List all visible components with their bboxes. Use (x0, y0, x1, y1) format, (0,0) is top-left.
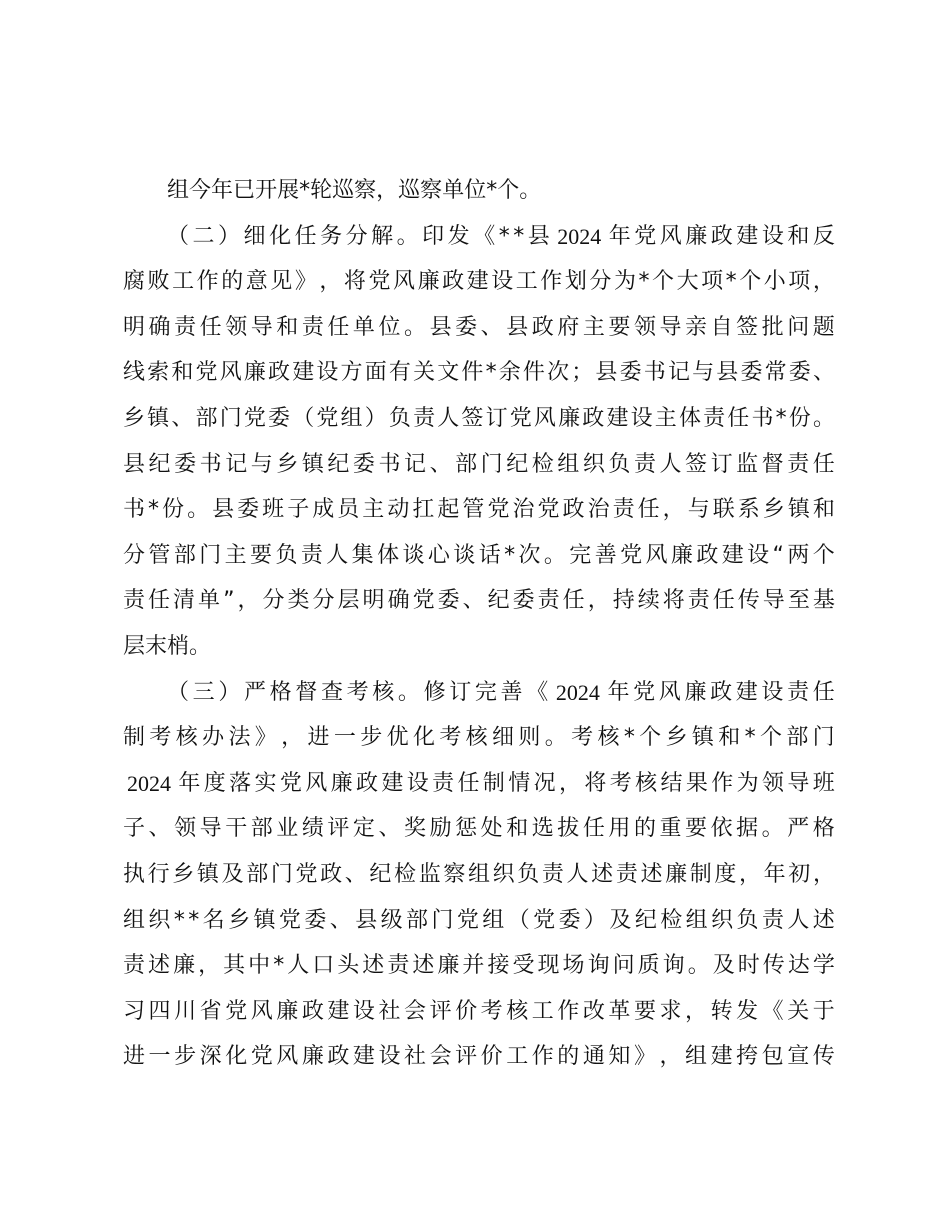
text-line: 子 、 领 导 干 部 业 绩 评 定 、 奖 励 惩 处 和 选 拔 任 用 的 重 要 依 据 。 严 格 (123, 816, 835, 842)
text-line: 进 一 步 深 化 党 风 廉 政 建 设 社 会 评 价 工 作 的 通 知 》 ， 组 建 挎 包 宣 传 (123, 1044, 835, 1070)
text-line: 组 今 年 已 开 展 * 轮 巡 察 ， 巡 察 单 位 * 个 。 (167, 178, 542, 203)
text-line: 制 考 核 办 法 》 ， 进 一 步 优 化 考 核 细 则 。 考 核 * 个 乡 镇 和 * 个 部 门 (123, 725, 835, 751)
text-line: 腐 败 工 作 的 意 见 》 ， 将 党 风 廉 政 建 设 工 作 划 分 为 * 个 大 项 * 个 小 项 ， (123, 269, 835, 295)
text-line: 线 索 和 党 风 廉 政 建 设 方 面 有 关 文 件 * 余 件 次 ； 县 委 书 记 与 县 委 常 委 、 (123, 360, 835, 386)
text-line: 2024 年 度 落 实 党 风 廉 政 建 设 责 任 制 情 况 ， 将 考 核 结 果 作 为 领 导 班 (127, 770, 835, 796)
text-line: 责 述 廉 ， 其 中 * 人 口 头 述 责 述 廉 并 接 受 现 场 询 问 质 询 。 及 时 传 达 学 (123, 953, 835, 979)
text-line: 乡 镇 、 部 门 党 委 （ 党 组 ） 负 责 人 签 订 党 风 廉 政 建 设 主 体 责 任 书 * 份 。 (123, 405, 835, 431)
text-line: 分 管 部 门 主 要 负 责 人 集 体 谈 心 谈 话 * 次 。 完 善 党 风 廉 政 建 设 “ 两 个 (123, 542, 835, 568)
text-line: 县 纪 委 书 记 与 乡 镇 纪 委 书 记 、 部 门 纪 检 组 织 负 责 人 签 订 监 督 责 任 (123, 451, 835, 477)
text-line: 执 行 乡 镇 及 部 门 党 政 、 纪 检 监 察 组 织 负 责 人 述 责 述 廉 制 度 ， 年 初 ， (123, 861, 835, 887)
text-line: （ 二 ） 细 化 任 务 分 解 。 印 发 《 * * 县 2024 年 党 风 廉 政 建 设 和 反 (167, 223, 835, 249)
text-line: 书 * 份 。 县 委 班 子 成 员 主 动 扛 起 管 党 治 党 政 治 责 任 ， 与 联 系 乡 镇 和 (123, 497, 835, 523)
text-line: （ 三 ） 严 格 督 查 考 核 。 修 订 完 善 《 2024 年 党 风 廉 政 建 设 责 任 (167, 679, 835, 705)
text-line: 责 任 清 单 ” ， 分 类 分 层 明 确 党 委 、 纪 委 责 任 ， 持 续 将 责 任 传 导 至 基 (123, 588, 835, 614)
text-line: 明 确 责 任 领 导 和 责 任 单 位 。 县 委 、 县 政 府 主 要 领 导 亲 自 签 批 问 题 (123, 314, 835, 340)
text-line: 组 织 * * 名 乡 镇 党 委 、 县 级 部 门 党 组 （ 党 委 ） 及 纪 检 组 织 负 责 人 述 (123, 907, 835, 933)
text-line: 习 四 川 省 党 风 廉 政 建 设 社 会 评 价 考 核 工 作 改 革 要 求 ， 转 发 《 关 于 (123, 998, 835, 1024)
document-body (123, 168, 835, 1080)
text-line: 层 末 梢 。 (123, 633, 212, 659)
